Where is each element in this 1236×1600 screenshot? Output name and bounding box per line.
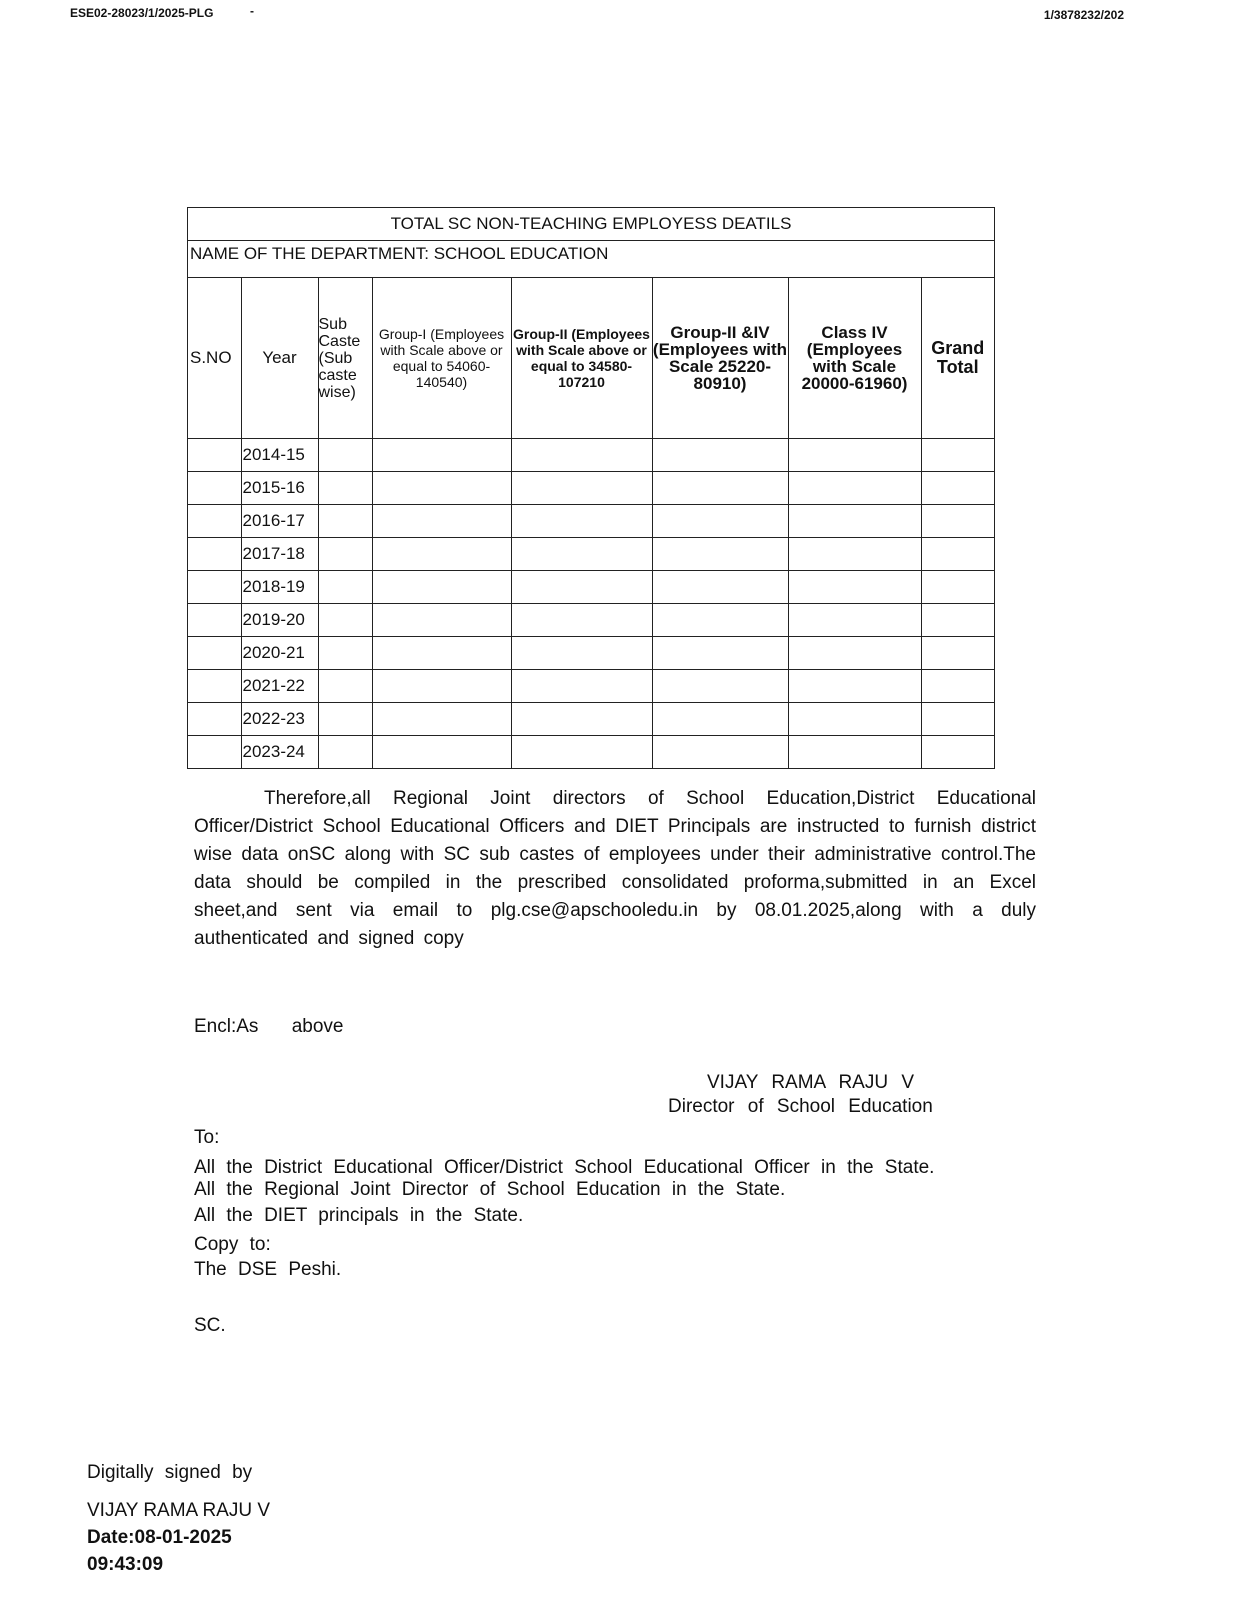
empty-cell bbox=[188, 571, 241, 604]
to-label: To: bbox=[194, 1127, 220, 1148]
year-cell: 2014-15 bbox=[241, 439, 318, 472]
year-cell: 2015-16 bbox=[241, 472, 318, 505]
year-cell: 2022-23 bbox=[241, 703, 318, 736]
empty-cell bbox=[372, 439, 511, 472]
empty-cell bbox=[921, 670, 994, 703]
empty-cell bbox=[188, 472, 241, 505]
empty-cell bbox=[788, 439, 921, 472]
empty-cell bbox=[372, 637, 511, 670]
empty-cell bbox=[188, 736, 241, 769]
col-year: Year bbox=[241, 278, 318, 439]
table-row bbox=[188, 604, 994, 637]
table-row bbox=[188, 637, 994, 670]
empty-cell bbox=[788, 472, 921, 505]
initials: SC. bbox=[194, 1315, 226, 1336]
empty-cell bbox=[652, 670, 788, 703]
year-cell: 2023-24 bbox=[241, 736, 318, 769]
empty-cell bbox=[318, 571, 372, 604]
empty-cell bbox=[511, 472, 652, 505]
digital-signature-name: VIJAY RAMA RAJU V bbox=[87, 1500, 271, 1521]
empty-cell bbox=[372, 670, 511, 703]
instruction-paragraph: Therefore,all Regional Joint directors of School Education,District Educational Officer/District School Educational Officers and DIET Principals are instructed to furnish district wise data onSC along with SC sub castes of employees under their administrative control.The data should be compiled in the prescribed consolidated proforma,submitted in an Excel sheet,and sent via email to plg.cse@apschooledu.in by 08.01.2025,along with a duly authenticated and signed copy bbox=[194, 788, 1036, 949]
empty-cell bbox=[652, 571, 788, 604]
empty-cell bbox=[372, 538, 511, 571]
empty-cell bbox=[372, 703, 511, 736]
empty-cell bbox=[921, 472, 994, 505]
empty-cell bbox=[652, 637, 788, 670]
empty-cell bbox=[921, 637, 994, 670]
table-header-row bbox=[188, 278, 994, 439]
empty-cell bbox=[511, 571, 652, 604]
addressee-line: All the District Educational Officer/District School Educational Officer in the State. bbox=[194, 1157, 935, 1178]
empty-cell bbox=[921, 505, 994, 538]
empty-cell bbox=[511, 670, 652, 703]
table-row bbox=[188, 439, 994, 472]
copy-to-item: The DSE Peshi. bbox=[194, 1259, 342, 1280]
table-row bbox=[188, 670, 994, 703]
empty-cell bbox=[921, 604, 994, 637]
empty-cell bbox=[511, 637, 652, 670]
empty-cell bbox=[188, 538, 241, 571]
empty-cell bbox=[511, 736, 652, 769]
col-class-4: Class IV (Employees with Scale 20000-61960) bbox=[788, 278, 921, 439]
empty-cell bbox=[318, 736, 372, 769]
empty-cell bbox=[788, 538, 921, 571]
col-group-2: Group-II (Employees with Scale above or equal to 34580-107210 bbox=[511, 278, 652, 439]
empty-cell bbox=[372, 604, 511, 637]
table-row bbox=[188, 703, 994, 736]
empty-cell bbox=[921, 439, 994, 472]
empty-cell bbox=[511, 538, 652, 571]
empty-cell bbox=[652, 703, 788, 736]
empty-cell bbox=[921, 571, 994, 604]
empty-cell bbox=[652, 736, 788, 769]
empty-cell bbox=[788, 736, 921, 769]
empty-cell bbox=[372, 736, 511, 769]
empty-cell bbox=[188, 439, 241, 472]
digital-signature-date: Date:08-01-2025 bbox=[87, 1527, 232, 1548]
table-row bbox=[188, 571, 994, 604]
empty-cell bbox=[188, 604, 241, 637]
empty-cell bbox=[318, 637, 372, 670]
empty-cell bbox=[788, 571, 921, 604]
empty-cell bbox=[318, 472, 372, 505]
empty-cell bbox=[511, 604, 652, 637]
table-row bbox=[188, 538, 994, 571]
empty-cell bbox=[318, 670, 372, 703]
year-cell: 2020-21 bbox=[241, 637, 318, 670]
empty-cell bbox=[788, 505, 921, 538]
empty-cell bbox=[318, 538, 372, 571]
col-sno: S.NO bbox=[188, 278, 241, 439]
file-number: ESE02-28023/1/2025-PLG bbox=[70, 6, 214, 20]
empty-cell bbox=[652, 538, 788, 571]
enclosure: Encl:As above bbox=[194, 1016, 344, 1037]
empty-cell bbox=[318, 703, 372, 736]
empty-cell bbox=[188, 505, 241, 538]
year-cell: 2021-22 bbox=[241, 670, 318, 703]
department-name: NAME OF THE DEPARTMENT: SCHOOL EDUCATION bbox=[188, 241, 994, 278]
empty-cell bbox=[788, 703, 921, 736]
table-title: TOTAL SC NON-TEACHING EMPLOYESS DEATILS bbox=[188, 208, 994, 241]
col-sub-caste: Sub Caste (Sub caste wise) bbox=[318, 278, 372, 439]
table-row bbox=[188, 472, 994, 505]
table-row bbox=[188, 505, 994, 538]
empty-cell bbox=[188, 670, 241, 703]
col-group-1: Group-I (Employees with Scale above or equal to 54060-140540) bbox=[372, 278, 511, 439]
header-dash: - bbox=[250, 4, 254, 18]
empty-cell bbox=[921, 703, 994, 736]
empty-cell bbox=[788, 637, 921, 670]
empty-cell bbox=[652, 505, 788, 538]
empty-cell bbox=[188, 703, 241, 736]
copy-to-label: Copy to: bbox=[194, 1234, 271, 1255]
signatory-designation: Director of School Education bbox=[668, 1096, 933, 1117]
empty-cell bbox=[511, 439, 652, 472]
empty-cell bbox=[318, 505, 372, 538]
addressee-line: All the DIET principals in the State. bbox=[194, 1205, 524, 1226]
empty-cell bbox=[788, 670, 921, 703]
empty-cell bbox=[372, 472, 511, 505]
empty-cell bbox=[652, 472, 788, 505]
col-grand-total: Grand Total bbox=[921, 278, 994, 439]
empty-cell bbox=[511, 703, 652, 736]
addressee-line: All the Regional Joint Director of School Education in the State. bbox=[194, 1179, 786, 1200]
employee-details-table bbox=[187, 207, 995, 769]
signatory-name: VIJAY RAMA RAJU V bbox=[707, 1072, 915, 1093]
digital-signature-time: 09:43:09 bbox=[87, 1554, 164, 1575]
empty-cell bbox=[511, 505, 652, 538]
empty-cell bbox=[372, 505, 511, 538]
empty-cell bbox=[788, 604, 921, 637]
year-cell: 2018-19 bbox=[241, 571, 318, 604]
empty-cell bbox=[921, 736, 994, 769]
data-table bbox=[188, 278, 994, 768]
year-cell: 2017-18 bbox=[241, 538, 318, 571]
empty-cell bbox=[188, 637, 241, 670]
digital-signature-label: Digitally signed by bbox=[87, 1462, 253, 1483]
empty-cell bbox=[921, 538, 994, 571]
empty-cell bbox=[372, 571, 511, 604]
year-cell: 2016-17 bbox=[241, 505, 318, 538]
empty-cell bbox=[652, 604, 788, 637]
year-cell: 2019-20 bbox=[241, 604, 318, 637]
reference-number: 1/3878232/202 bbox=[1043, 8, 1124, 22]
empty-cell bbox=[652, 439, 788, 472]
table-row bbox=[188, 736, 994, 769]
col-group-3-4: Group-II &IV (Employees with Scale 25220-80910) bbox=[652, 278, 788, 439]
empty-cell bbox=[318, 604, 372, 637]
empty-cell bbox=[318, 439, 372, 472]
